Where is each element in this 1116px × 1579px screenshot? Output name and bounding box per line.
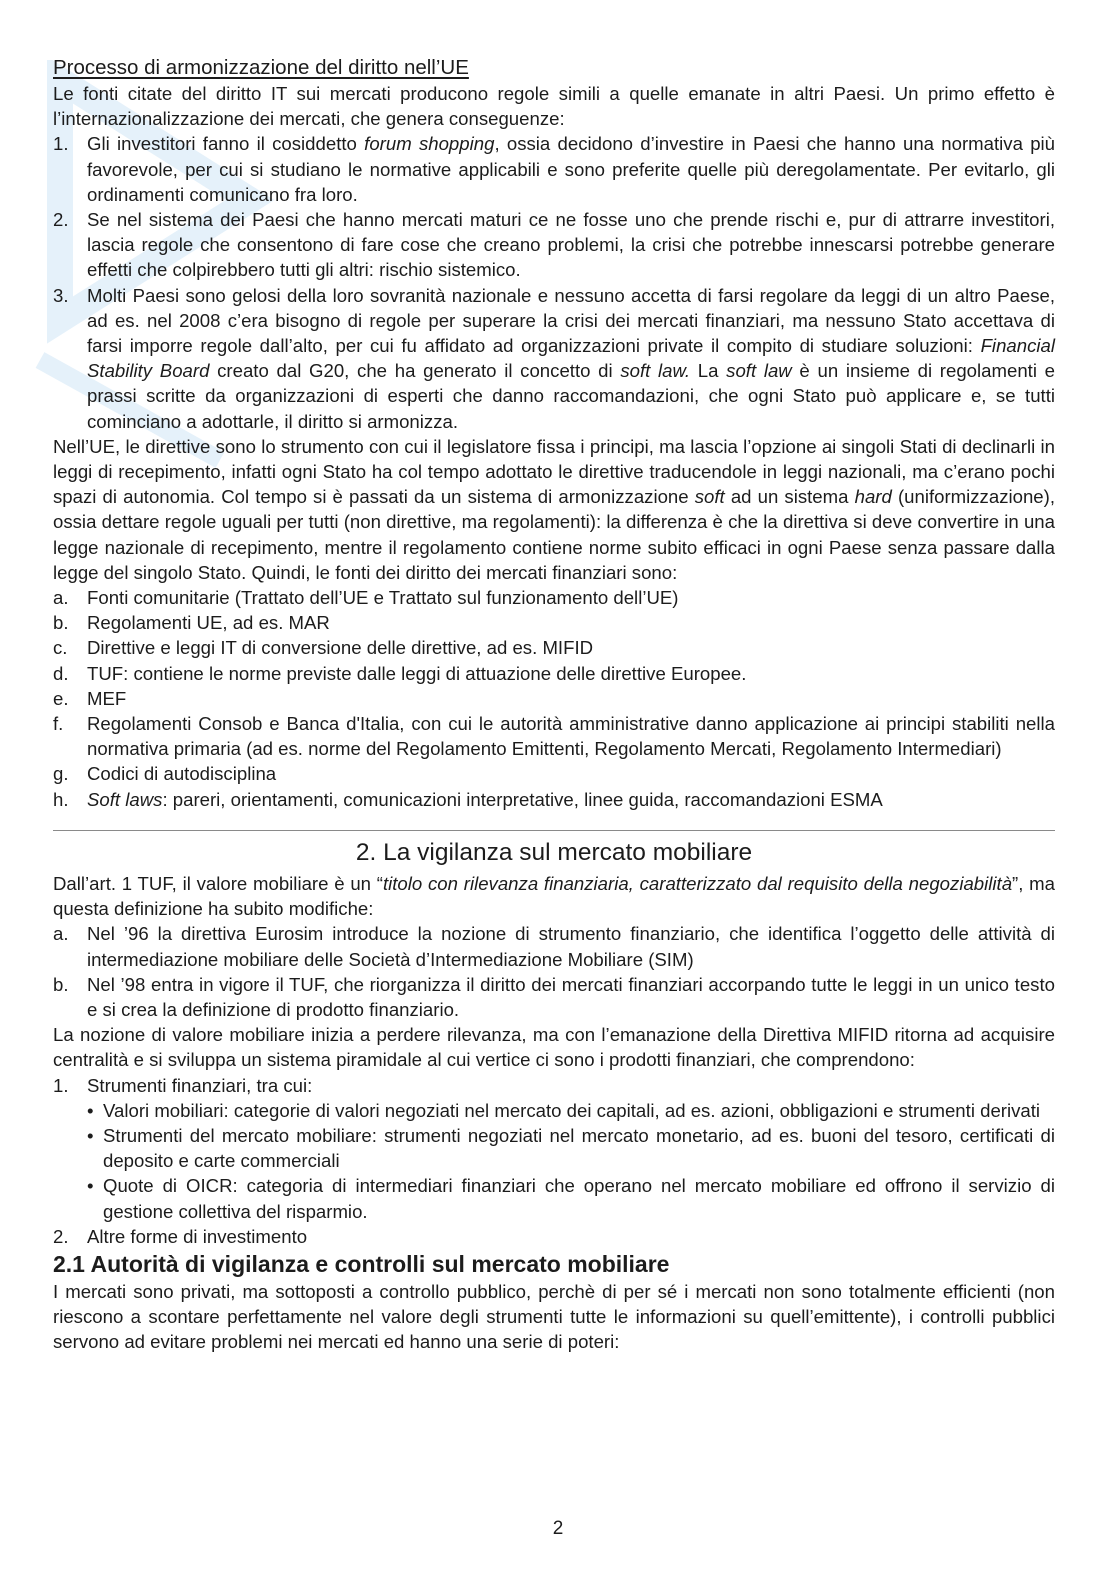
list-item: 2. Altre forme di investimento bbox=[53, 1224, 1055, 1249]
products-list-continued bbox=[53, 1224, 1055, 1249]
list-item: c. Direttive e leggi IT di conversione delle direttive, ad es. MIFID bbox=[53, 635, 1055, 660]
section-2-1-title: 2.1 Autorità di vigilanza e controlli sul mercato mobiliare bbox=[53, 1250, 670, 1277]
bullet-marker: • bbox=[87, 1124, 94, 1146]
list-marker: e. bbox=[53, 687, 69, 709]
list-item: g. Codici di autodisciplina bbox=[53, 761, 1055, 786]
list-item: e. MEF bbox=[53, 686, 1055, 711]
section-2-paragraph: La nozione di valore mobiliare inizia a perdere rilevanza, ma con l’emanazione della Direttiva MIFID ritorna ad acquisire centralità e si sviluppa un sistema piramidale al cui vertice ci sono i prodotti finanziari, che comprendono: bbox=[53, 1024, 1055, 1071]
list-marker: f. bbox=[53, 713, 64, 735]
page-number: 2 bbox=[552, 1518, 564, 1539]
eu-paragraph: Nell’UE, le direttive sono lo strumento con cui il legislatore fissa i principi, ma lascia l’opzione ai singoli Stati di declinarli in leggi di recepimento, infatti ogni Stato ha col tempo adottato le direttive traducendole in leggi nazionali, ma c’erano pochi spazi di autonomia. Col tempo si è passati da un sistema di armonizzazione soft ad un sistema hard (uniformizzazione), ossia dettare regole uguali per tutti (non direttive, ma regolamenti): la differenza è che la direttiva si deve convertire in una legge nazionale di recepimento, mentre il regolamento contiene norme subito efficaci in ogni Paese senza passare dalla legge del singolo Stato. Quindi, le fonti dei diritto dei mercati finanziari sono: bbox=[53, 435, 1056, 583]
list-item: b. Nel ’98 entra in vigore il TUF, che riorganizza il diritto dei mercati finanziari accorpando tutte le leggi in un unico testo e si crea la definizione di prodotto finanziario. bbox=[53, 973, 1055, 1020]
products-list bbox=[53, 1073, 1055, 1098]
bullet-item: • Strumenti del mercato mobiliare: strumenti negoziati nel mercato monetario, ad es. buoni del tesoro, certificati di deposito e carte commerciali bbox=[87, 1124, 1055, 1172]
bullet-item: • Valori mobiliari: categorie di valori negoziati nel mercato dei capitali, ad es. azioni, obbligazioni e strumenti derivati bbox=[53, 1098, 1055, 1123]
changes-list bbox=[53, 921, 1055, 1022]
list-item: d. TUF: contiene le norme previste dalle leggi di attuazione delle direttive Europee. bbox=[53, 661, 1055, 686]
consequences-list bbox=[53, 131, 1055, 433]
list-item: f. Regolamenti Consob e Banca d'Italia, con cui le autorità amministrative danno applicazione ai principi stabiliti nella normativa primaria (ad es. norme del Regolamento Emittenti, Regolamento Mercati, Regolamento Intermediari) bbox=[53, 713, 1055, 760]
list-marker: 1. bbox=[53, 1074, 69, 1096]
bullet-item: • Quote di OICR: categoria di intermediari finanziari che operano nel mercato mobiliare ed offrono il servizio di gestione collettiva del risparmio. bbox=[87, 1175, 1055, 1222]
list-marker: d. bbox=[53, 662, 69, 684]
list-marker: a. bbox=[53, 923, 69, 945]
list-marker: g. bbox=[53, 763, 69, 785]
list-marker: c. bbox=[53, 637, 68, 659]
section-2-title: 2. La vigilanza sul mercato mobiliare bbox=[355, 838, 753, 866]
section-2-intro: Dall’art. 1 TUF, il valore mobiliare è un “titolo con rilevanza finanziaria, caratterizzato dal requisito della negoziabilità”, ma questa definizione ha subito modifiche: bbox=[53, 872, 1055, 920]
list-marker: 2. bbox=[53, 209, 69, 231]
instruments-bullets bbox=[53, 1098, 1055, 1224]
list-marker: 3. bbox=[53, 284, 69, 306]
bullet-marker: • bbox=[87, 1175, 94, 1197]
section-2-1-paragraph: I mercati sono privati, ma sottoposti a controllo pubblico, perchè di per sé i mercati non sono totalmente efficienti (non riescono a scontare perfettamente nel valore degli strumenti tutte le informazioni su quell’emittente), i controlli pubblici servono ad evitare problemi nei mercati ed hanno una serie di poteri: bbox=[53, 1280, 1055, 1353]
list-item: a. Fonti comunitarie (Trattato dell’UE e Trattato sul funzionamento dell’UE) bbox=[53, 585, 1055, 610]
list-marker: 2. bbox=[53, 1225, 69, 1247]
list-marker: a. bbox=[53, 587, 69, 609]
document-page bbox=[53, 54, 1055, 1355]
list-marker: b. bbox=[53, 612, 69, 634]
list-marker: h. bbox=[53, 788, 69, 810]
bullet-marker: • bbox=[87, 1099, 94, 1121]
heading-harmonization: Processo di armonizzazione del diritto nell’UE bbox=[53, 56, 469, 79]
list-item: a. Nel ’96 la direttiva Eurosim introduce la nozione di strumento finanziario, che identifica l’oggetto delle attività di intermediazione mobiliare delle Società d’Intermediazione Mobiliare (SIM) bbox=[53, 923, 1055, 970]
list-item: h. Soft laws: pareri, orientamenti, comunicazioni interpretative, linee guida, raccomandazioni ESMA bbox=[53, 787, 1055, 812]
list-item: 1. Gli investitori fanno il cosiddetto forum shopping, ossia decidono d’investire in Paesi che hanno una normativa più favorevole, per cui si studiano le normative applicabili e sono preferite quelle più deregolamentate. Per evitarlo, gli ordinamenti comunicano fra loro. bbox=[53, 133, 1056, 205]
list-item: b. Regolamenti UE, ad es. MAR bbox=[53, 610, 1055, 635]
list-item: 1. Strumenti finanziari, tra cui: bbox=[53, 1073, 1055, 1098]
sources-list bbox=[53, 585, 1055, 812]
list-marker: 1. bbox=[53, 133, 69, 155]
intro-paragraph: Le fonti citate del diritto IT sui mercati producono regole simili a quelle emanate in altri Paesi. Un primo effetto è l’internazionalizzazione dei mercati, che genera conseguenze: bbox=[53, 83, 1055, 130]
list-item: 3. Molti Paesi sono gelosi della loro sovranità nazionale e nessuno accetta di farsi regolare da leggi di un altro Paese, ad es. nel 2008 c’era bisogno di regole per superare la crisi dei mercati finanziari, ma nessuno Stato accettava di farsi imporre regole dall’alto, per cui fu affidato ad organizzazioni private il compito di studiare soluzioni: Financial Stability Board creato dal G20, che ha generato il concetto di soft law. La soft law è un insieme di regolamenti e prassi scritte da organizzazioni di esperti che danno raccomandazioni, che ogni Stato può applicare e, se tutti cominciano a adottarle, il diritto si armonizza. bbox=[53, 284, 1056, 432]
list-item: 2. Se nel sistema dei Paesi che hanno mercati maturi ce ne fosse uno che prende rischi e, pur di attrarre investitori, lascia regole che consentono di fare cose che creano problemi, la crisi che potrebbe innescarsi potrebbe generare effetti che colpirebbero tutti gli altri: rischio sistemico. bbox=[53, 209, 1055, 281]
section-divider bbox=[53, 830, 1055, 831]
list-marker: b. bbox=[53, 973, 69, 995]
